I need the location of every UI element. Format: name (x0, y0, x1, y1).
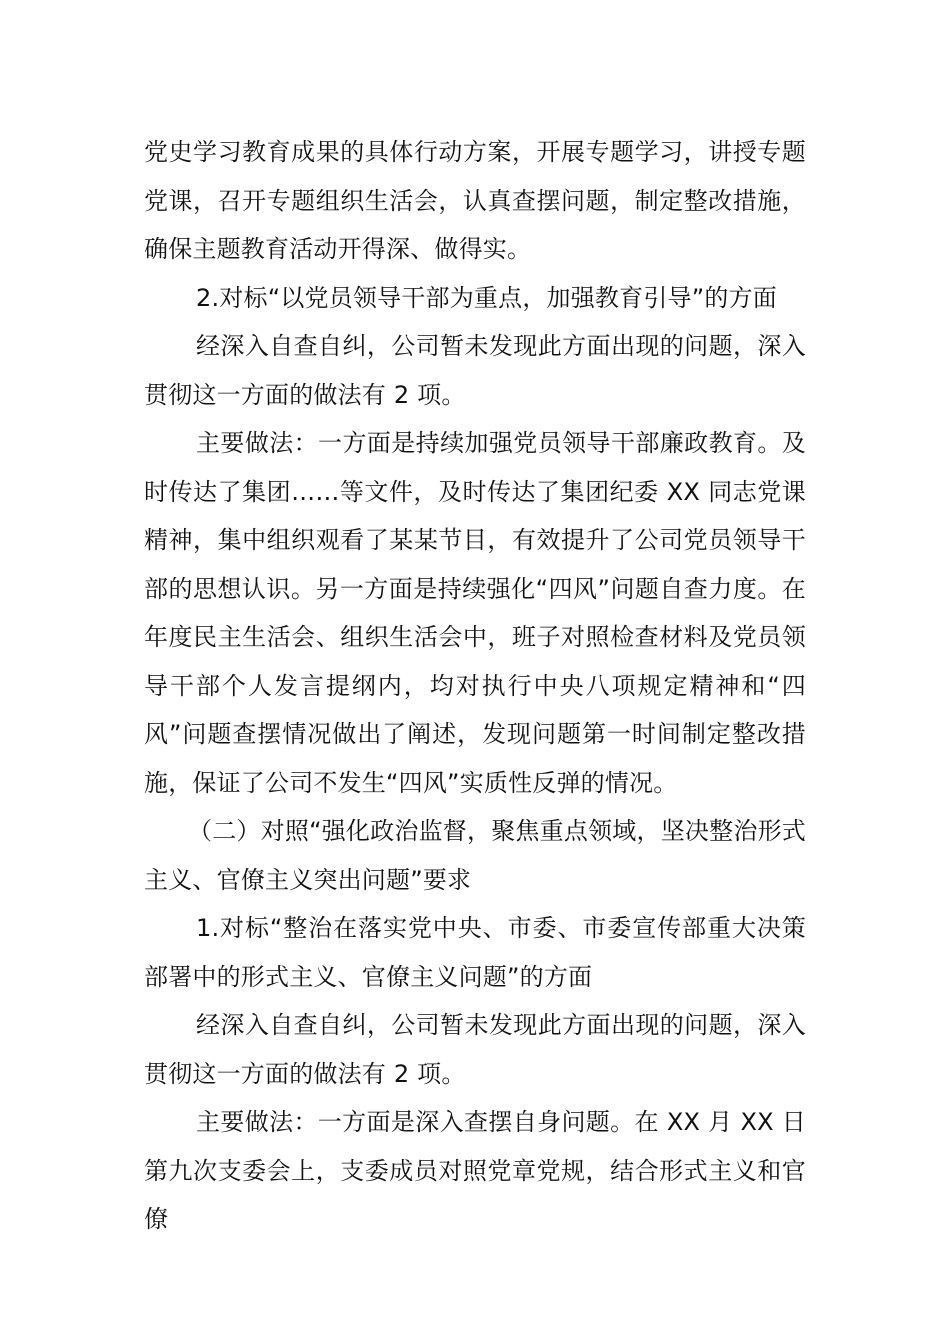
paragraph-main-practice-1: 主要做法：一方面是持续加强党员领导干部廉政教育。及时传达了集团……等文件，及时传达了集团纪委 XX 同志党课精神，集中组织观看了某某节目，有效提升了公司党员领导干部的思想认识。另一方面是持续强化“四风”问题自查力度。在年度民主生活会、组织生活会中，班子对照检查材料及党员领导干部个人发言提纲内，均对执行中央八项规定精神和“四风”问题查摆情况做出了阐述，发现问题第一时间制定整改措施，保证了公司不发生“四风”实质性反弹的情况。 (144, 429, 806, 797)
paragraph-self-check-2: 经深入自查自纠，公司暂未发现此方面出现的问题，深入贯彻这一方面的做法有 2 项。 (144, 1011, 806, 1088)
document-body (144, 128, 806, 1244)
heading-item-2: 2.对标“以党员领导干部为重点，加强教育引导”的方面 (196, 283, 777, 312)
heading-item-1: 1.对标“整治在落实党中央、市委、市委宣传部重大决策部署中的形式主义、官僚主义问题”的方面 (144, 914, 806, 991)
paragraph-continuation: 党史学习教育成果的具体行动方案，开展专题学习，讲授专题党课，召开专题组织生活会，认真查摆问题，制定整改措施，确保主题教育活动开得深、做得实。 (144, 138, 806, 263)
section-heading-2: （二）对照“强化政治监督，聚焦重点领域，坚决整治形式主义、官僚主义突出问题”要求 (144, 817, 806, 894)
paragraph-self-check-1: 经深入自查自纠，公司暂未发现此方面出现的问题，深入贯彻这一方面的做法有 2 项。 (144, 332, 806, 409)
paragraph-main-practice-2: 主要做法：一方面是深入查摆自身问题。在 XX 月 XX 日第九次支委会上，支委成员对照党章党规，结合形式主义和官僚 (144, 1108, 806, 1233)
